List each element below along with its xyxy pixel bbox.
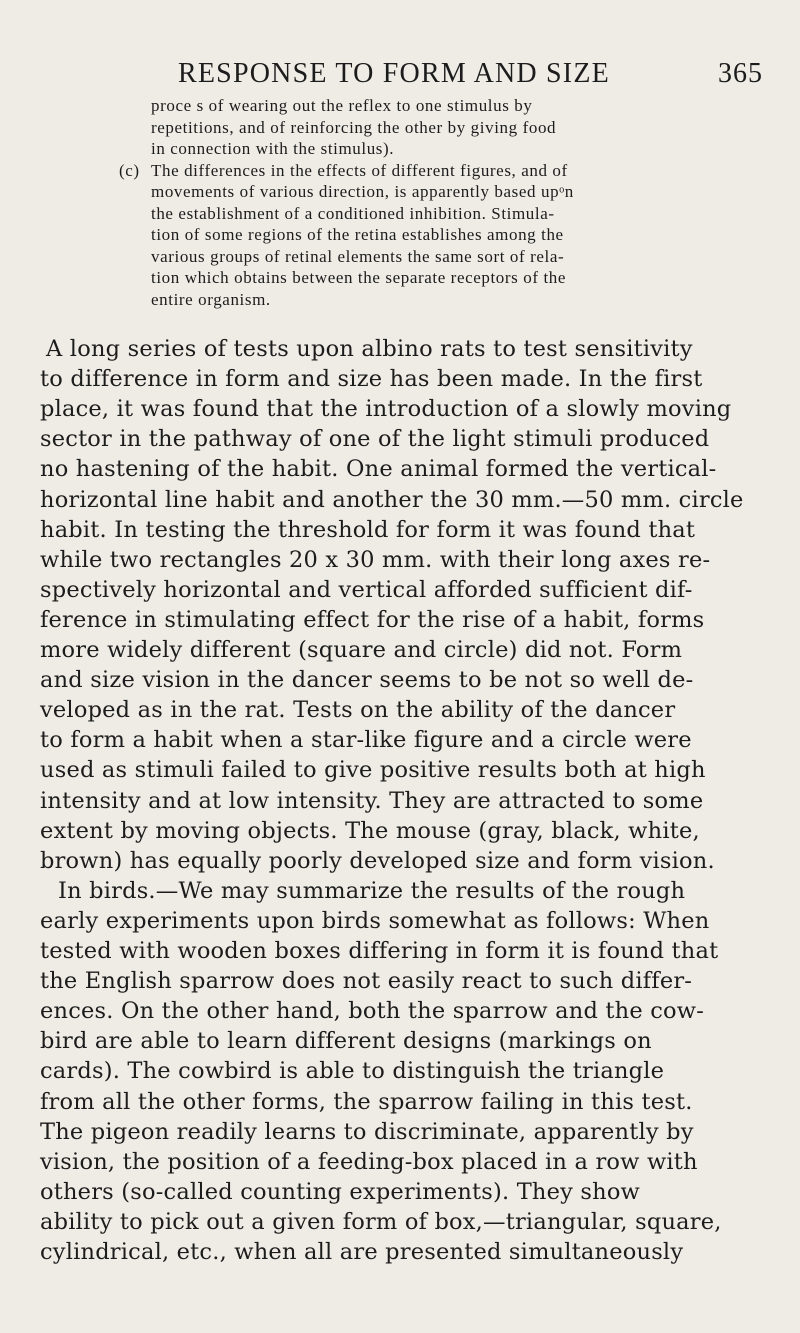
item-c-line: tion of some regions of the retina establishes among the [151,225,564,244]
body-line: extent by moving objects. The mouse (gray, black, white, [40,817,700,844]
continuation-line: repetitions, and of reinforcing the other by giving food [151,117,557,137]
body-line: to difference in form and size has been made. In the first [40,366,703,393]
body-line: cylindrical, etc., when all are presented simultaneously [40,1239,684,1265]
body-line: place, it was found that the introduction of a slowly moving [40,396,732,423]
body-line: veloped as in the rat. Tests on the ability of the dancer [40,697,676,724]
body-line: more widely different (square and circle) did not. Form [40,637,683,663]
continuation-line: in connection with the stimulus). [151,139,395,158]
body-line: the English sparrow does not easily react to such differ- [40,968,693,995]
body-line: and size vision in the dancer seems to be not so well de- [40,667,694,694]
body-line: ences. On the other hand, both the sparrow and the cow- [40,998,705,1025]
body-line: ability to pick out a given form of box,—triangular, square, [40,1208,722,1235]
item-c-line: tion which obtains between the separate receptors of the [151,268,567,287]
body-line: no hastening of the habit. One animal formed the vertical- [40,456,717,483]
continuation-line: proce s of wearing out the reflex to one stimulus by [151,96,533,115]
body-line: A long series of tests upon albino rats to test sensitivity [46,336,693,362]
list-item-marker-c: (c) [119,160,140,180]
body-line: In birds.—We may summarize the results of the rough [58,877,686,904]
body-line: ference in stimulating effect for the rise of a habit, forms [40,606,705,633]
page-number: 365 [718,58,763,89]
body-line: others (so-called counting experiments). They show [40,1178,641,1205]
body-line: spectively horizontal and vertical afforded sufficient dif- [40,576,693,603]
body-line: The pigeon readily learns to discriminate, apparently by [40,1118,694,1145]
body-line: early experiments upon birds somewhat as follows: When [40,907,710,934]
body-line: to form a habit when a star-like figure and a circle were [40,727,692,754]
item-c-line: various groups of retinal elements the same sort of rela- [151,246,565,266]
body-line: while two rectangles 20 x 30 mm. with their long axes re- [40,546,711,573]
body-line: sector in the pathway of one of the light stimuli produced [40,426,710,453]
body-line: bird are able to learn different designs (markings on [40,1028,652,1055]
body-line: habit. In testing the threshold for form it was found that [40,516,696,543]
body-line: from all the other forms, the sparrow failing in this test. [40,1088,693,1115]
item-c-line: the establishment of a conditioned inhibition. Stimula- [151,203,555,223]
item-c-line: movements of various direction, is apparently based upᵒn [151,182,574,201]
item-c-line: The differences in the effects of different figures, and of [151,160,568,180]
body-line: used as stimuli failed to give positive results both at high [40,757,706,784]
body-line: tested with wooden boxes differing in form it is found that [40,938,719,964]
body-line: horizontal line habit and another the 30 mm.—50 mm. circle [40,486,744,513]
item-c-line: entire organism. [151,289,271,309]
running-title: RESPONSE TO FORM AND SIZE [178,58,610,89]
body-line: intensity and at low intensity. They are attracted to some [40,787,704,814]
body-line: vision, the position of a feeding-box placed in a row with [40,1148,698,1175]
body-line: brown) has equally poorly developed size and form vision. [40,847,715,874]
running-head [0,58,800,92]
body-line: cards). The cowbird is able to distinguish the triangle [40,1058,665,1085]
